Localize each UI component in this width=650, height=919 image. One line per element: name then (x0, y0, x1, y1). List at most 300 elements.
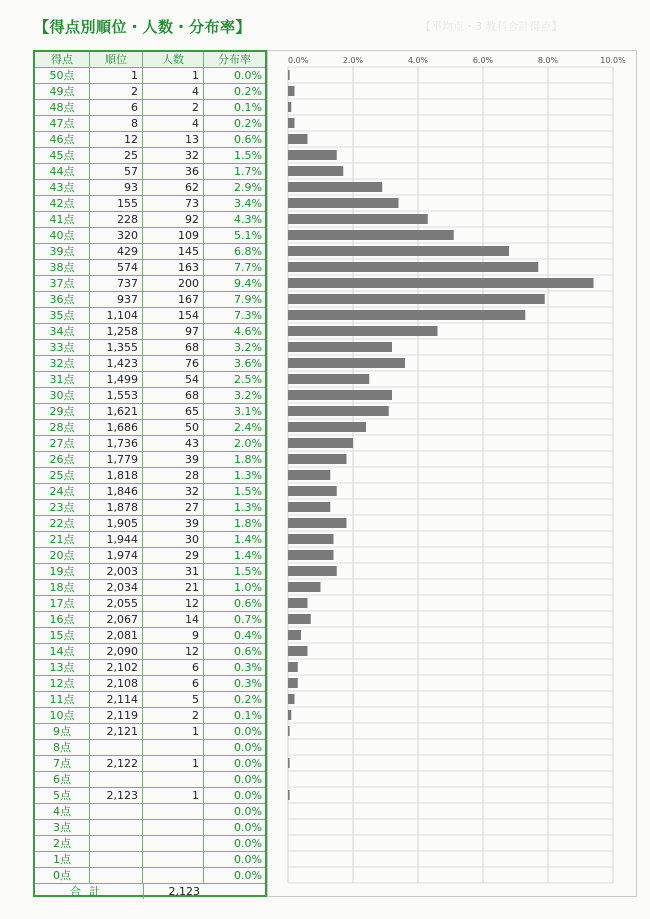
table-row (35, 404, 265, 420)
table-row (35, 228, 265, 244)
score-cell: 15点 (35, 628, 90, 643)
bar-39点 (288, 246, 509, 256)
score-cell: 39点 (35, 244, 90, 259)
rate-cell: 3.4% (234, 197, 262, 210)
rate-cell: 0.3% (234, 661, 262, 674)
count-cell: 62 (143, 180, 204, 195)
score-cell: 18点 (35, 580, 90, 595)
table-row (35, 548, 265, 564)
rate-cell: 9.4% (234, 277, 262, 290)
score-cell: 36点 (35, 292, 90, 307)
score-cell: 23点 (35, 500, 90, 515)
bar-37点 (288, 278, 594, 288)
score-cell: 31点 (35, 372, 90, 387)
x-tick-label: 10.0% (600, 56, 626, 65)
bar-21点 (288, 534, 334, 544)
rank-cell: 155 (90, 196, 143, 211)
count-cell: 2 (143, 708, 204, 723)
score-cell: 22点 (35, 516, 90, 531)
count-cell: 154 (143, 308, 204, 323)
rate-cell: 6.8% (234, 245, 262, 258)
table-row (35, 388, 265, 404)
faint-section-title: 【平均点・3 教科合計得点】 (420, 20, 563, 33)
score-cell: 24点 (35, 484, 90, 499)
table-row (35, 740, 265, 756)
rate-cell: 2.4% (234, 421, 262, 434)
rank-cell: 2,123 (90, 788, 143, 803)
x-tick-label: 0.0% (288, 56, 309, 65)
rate-cell: 2.0% (234, 437, 262, 450)
score-cell: 43点 (35, 180, 90, 195)
score-cell: 25点 (35, 468, 90, 483)
table-row (35, 580, 265, 596)
bar-12点 (288, 678, 298, 688)
score-cell: 21点 (35, 532, 90, 547)
rank-cell: 1,104 (90, 308, 143, 323)
score-cell: 27点 (35, 436, 90, 451)
score-cell: 49点 (35, 84, 90, 99)
bar-34点 (288, 326, 438, 336)
x-tick-label: 8.0% (537, 56, 559, 65)
rate-cell: 0.6% (234, 645, 262, 658)
bar-29点 (288, 406, 389, 416)
rank-cell (90, 804, 143, 819)
table-row (35, 260, 265, 276)
bar-9点 (288, 726, 290, 736)
score-cell: 10点 (35, 708, 90, 723)
count-cell: 27 (143, 500, 204, 515)
rank-cell: 1,944 (90, 532, 143, 547)
bar-42点 (288, 198, 399, 208)
bar-31点 (288, 374, 369, 384)
count-cell: 6 (143, 660, 204, 675)
rate-cell: 0.4% (234, 629, 262, 642)
rate-cell: 0.0% (234, 821, 262, 834)
rank-cell: 8 (90, 116, 143, 131)
table-row (35, 660, 265, 676)
count-cell: 50 (143, 420, 204, 435)
table-row (35, 420, 265, 436)
table-row (35, 148, 265, 164)
table-row (35, 244, 265, 260)
bar-49点 (288, 86, 295, 96)
rate-cell: 0.6% (234, 597, 262, 610)
bar-15点 (288, 630, 301, 640)
rank-cell: 1,736 (90, 436, 143, 451)
rank-cell: 737 (90, 276, 143, 291)
score-cell: 38点 (35, 260, 90, 275)
rank-cell (90, 852, 143, 867)
count-cell: 32 (143, 148, 204, 163)
count-cell: 167 (143, 292, 204, 307)
rank-cell: 1 (90, 68, 143, 83)
rank-cell: 1,878 (90, 500, 143, 515)
rank-cell: 429 (90, 244, 143, 259)
table-row (35, 628, 265, 644)
bar-40点 (288, 230, 454, 240)
table-row (35, 84, 265, 100)
rank-cell: 937 (90, 292, 143, 307)
rate-cell: 2.9% (234, 181, 262, 194)
bar-14点 (288, 646, 308, 656)
table-row (35, 196, 265, 212)
rate-cell: 1.4% (234, 549, 262, 562)
bar-27点 (288, 438, 353, 448)
rate-cell: 4.6% (234, 325, 262, 338)
score-cell: 34点 (35, 324, 90, 339)
table-row (35, 132, 265, 148)
rank-cell: 1,779 (90, 452, 143, 467)
score-cell: 8点 (35, 740, 90, 755)
count-cell (143, 804, 204, 819)
count-cell: 39 (143, 516, 204, 531)
x-tick-label: 6.0% (472, 56, 494, 65)
bar-25点 (288, 470, 330, 480)
rate-cell: 0.0% (234, 837, 262, 850)
rate-cell: 3.6% (234, 357, 262, 370)
score-cell: 46点 (35, 132, 90, 147)
table-row (35, 644, 265, 660)
page-title: 【得点別順位・人数・分布率】 (34, 18, 252, 36)
count-cell: 76 (143, 356, 204, 371)
rate-cell: 0.1% (234, 101, 262, 114)
score-cell: 20点 (35, 548, 90, 563)
bar-26点 (288, 454, 347, 464)
bar-32点 (288, 358, 405, 368)
table-row (35, 852, 265, 868)
count-cell: 2 (143, 100, 204, 115)
bar-35点 (288, 310, 525, 320)
table-row (35, 500, 265, 516)
rank-cell: 2,090 (90, 644, 143, 659)
rate-cell: 1.0% (234, 581, 262, 594)
rank-cell (90, 820, 143, 835)
count-cell: 21 (143, 580, 204, 595)
score-cell: 45点 (35, 148, 90, 163)
table-row (35, 68, 265, 84)
table-row (35, 772, 265, 788)
bar-47点 (288, 118, 295, 128)
rate-cell: 3.1% (234, 405, 262, 418)
table-row (35, 756, 265, 772)
table-row (35, 836, 265, 852)
rank-cell: 1,905 (90, 516, 143, 531)
score-cell: 1点 (35, 852, 90, 867)
score-cell: 41点 (35, 212, 90, 227)
rank-cell: 2,067 (90, 612, 143, 627)
table-row (35, 820, 265, 836)
bar-33点 (288, 342, 392, 352)
x-tick-label: 2.0% (342, 56, 364, 65)
score-cell: 0点 (35, 868, 90, 883)
bar-11点 (288, 694, 295, 704)
rate-cell: 1.8% (234, 453, 262, 466)
count-cell: 1 (143, 724, 204, 739)
rank-cell: 57 (90, 164, 143, 179)
bar-48点 (288, 102, 291, 112)
rank-cell (90, 836, 143, 851)
score-cell: 47点 (35, 116, 90, 131)
rank-cell: 1,499 (90, 372, 143, 387)
table-row (35, 708, 265, 724)
rank-cell: 1,686 (90, 420, 143, 435)
rank-cell: 12 (90, 132, 143, 147)
count-cell (143, 868, 204, 883)
rate-cell: 0.0% (234, 789, 262, 802)
rank-cell: 2 (90, 84, 143, 99)
score-cell: 9点 (35, 724, 90, 739)
header-score: 得点 (35, 52, 90, 67)
score-cell: 11点 (35, 692, 90, 707)
table-header-row (35, 52, 265, 68)
score-cell: 48点 (35, 100, 90, 115)
rank-cell: 2,003 (90, 564, 143, 579)
rank-cell: 1,846 (90, 484, 143, 499)
count-cell: 30 (143, 532, 204, 547)
rate-cell: 1.3% (234, 501, 262, 514)
bar-44点 (288, 166, 343, 176)
rate-cell: 0.1% (234, 709, 262, 722)
rate-cell: 0.0% (234, 741, 262, 754)
score-cell: 33点 (35, 340, 90, 355)
count-cell (143, 820, 204, 835)
score-cell: 44点 (35, 164, 90, 179)
table-row (35, 532, 265, 548)
rank-cell: 320 (90, 228, 143, 243)
bar-19点 (288, 566, 337, 576)
rate-cell: 1.3% (234, 469, 262, 482)
bar-18点 (288, 582, 321, 592)
table-row (35, 340, 265, 356)
total-count: 2,123 (143, 884, 204, 899)
rank-cell: 2,055 (90, 596, 143, 611)
table-row (35, 692, 265, 708)
rank-cell: 2,034 (90, 580, 143, 595)
table-row (35, 612, 265, 628)
rate-cell: 3.2% (234, 341, 262, 354)
rank-cell: 2,121 (90, 724, 143, 739)
table-row (35, 372, 265, 388)
rank-cell: 2,081 (90, 628, 143, 643)
rank-cell: 574 (90, 260, 143, 275)
count-cell: 29 (143, 548, 204, 563)
table-row (35, 116, 265, 132)
table-row (35, 212, 265, 228)
bar-23点 (288, 502, 330, 512)
table-row (35, 308, 265, 324)
count-cell (143, 740, 204, 755)
score-cell: 3点 (35, 820, 90, 835)
rate-cell: 1.4% (234, 533, 262, 546)
rank-cell: 6 (90, 100, 143, 115)
bar-45点 (288, 150, 337, 160)
score-cell: 37点 (35, 276, 90, 291)
rate-cell: 1.7% (234, 165, 262, 178)
bar-43点 (288, 182, 382, 192)
x-tick-label: 4.0% (407, 56, 429, 65)
rank-cell: 25 (90, 148, 143, 163)
rate-cell: 1.5% (234, 565, 262, 578)
count-cell: 4 (143, 84, 204, 99)
distribution-bar-chart (267, 50, 637, 897)
count-cell: 5 (143, 692, 204, 707)
table-row (35, 356, 265, 372)
rate-cell: 0.6% (234, 133, 262, 146)
rank-cell: 2,114 (90, 692, 143, 707)
rate-cell: 0.0% (234, 773, 262, 786)
rate-cell: 0.0% (234, 757, 262, 770)
rate-cell: 3.2% (234, 389, 262, 402)
table-row (35, 180, 265, 196)
rank-cell: 93 (90, 180, 143, 195)
count-cell: 9 (143, 628, 204, 643)
count-cell (143, 852, 204, 867)
score-cell: 16点 (35, 612, 90, 627)
rate-cell: 0.7% (234, 613, 262, 626)
rate-cell: 4.3% (234, 213, 262, 226)
total-label: 合計 (70, 885, 108, 898)
count-cell: 97 (143, 324, 204, 339)
rate-cell: 0.0% (234, 69, 262, 82)
score-cell: 40点 (35, 228, 90, 243)
score-cell: 4点 (35, 804, 90, 819)
score-cell: 12点 (35, 676, 90, 691)
table-row (35, 292, 265, 308)
table-row (35, 868, 265, 884)
rank-cell: 1,974 (90, 548, 143, 563)
header-rate: 分布率 (218, 53, 251, 66)
count-cell: 12 (143, 644, 204, 659)
bar-16点 (288, 614, 311, 624)
count-cell: 54 (143, 372, 204, 387)
bar-38点 (288, 262, 538, 272)
count-cell: 14 (143, 612, 204, 627)
rank-cell: 1,818 (90, 468, 143, 483)
bar-17点 (288, 598, 308, 608)
rate-cell: 5.1% (234, 229, 262, 242)
score-cell: 5点 (35, 788, 90, 803)
bar-41点 (288, 214, 428, 224)
score-cell: 6点 (35, 772, 90, 787)
table-row (35, 724, 265, 740)
table-row (35, 676, 265, 692)
count-cell: 68 (143, 388, 204, 403)
rank-cell: 1,423 (90, 356, 143, 371)
rate-cell: 1.5% (234, 149, 262, 162)
rank-cell: 2,122 (90, 756, 143, 771)
count-cell: 12 (143, 596, 204, 611)
header-rank: 順位 (90, 52, 143, 67)
score-cell: 35点 (35, 308, 90, 323)
count-cell: 92 (143, 212, 204, 227)
header-count: 人数 (143, 52, 204, 67)
score-cell: 17点 (35, 596, 90, 611)
count-cell: 1 (143, 68, 204, 83)
rate-cell: 0.0% (234, 725, 262, 738)
table-row (35, 164, 265, 180)
bar-10点 (288, 710, 291, 720)
score-cell: 42点 (35, 196, 90, 211)
rate-cell: 7.9% (234, 293, 262, 306)
table-row (35, 324, 265, 340)
rank-cell: 228 (90, 212, 143, 227)
rate-cell: 7.7% (234, 261, 262, 274)
rate-cell: 0.0% (234, 805, 262, 818)
bar-7点 (288, 758, 290, 768)
rank-cell (90, 740, 143, 755)
bar-24点 (288, 486, 337, 496)
count-cell: 1 (143, 788, 204, 803)
score-cell: 32点 (35, 356, 90, 371)
count-cell: 68 (143, 340, 204, 355)
score-cell: 13点 (35, 660, 90, 675)
score-cell: 7点 (35, 756, 90, 771)
table-row (35, 564, 265, 580)
rank-cell (90, 772, 143, 787)
count-cell: 36 (143, 164, 204, 179)
count-cell: 28 (143, 468, 204, 483)
rank-cell: 2,108 (90, 676, 143, 691)
bar-5点 (288, 790, 290, 800)
bar-36点 (288, 294, 545, 304)
count-cell: 163 (143, 260, 204, 275)
count-cell: 65 (143, 404, 204, 419)
rank-cell: 1,553 (90, 388, 143, 403)
table-row (35, 516, 265, 532)
table-row (35, 596, 265, 612)
rate-cell: 0.2% (234, 117, 262, 130)
score-cell: 2点 (35, 836, 90, 851)
count-cell: 109 (143, 228, 204, 243)
bar-28点 (288, 422, 366, 432)
rank-cell: 2,119 (90, 708, 143, 723)
count-cell: 73 (143, 196, 204, 211)
bar-46点 (288, 134, 308, 144)
table-row (35, 804, 265, 820)
rate-cell: 0.0% (234, 853, 262, 866)
score-cell: 30点 (35, 388, 90, 403)
rate-cell: 2.5% (234, 373, 262, 386)
rank-cell: 1,355 (90, 340, 143, 355)
score-cell: 26点 (35, 452, 90, 467)
bar-50点 (288, 70, 290, 80)
rate-cell: 0.0% (234, 869, 262, 882)
table-row (35, 468, 265, 484)
table-row (35, 276, 265, 292)
score-cell: 28点 (35, 420, 90, 435)
count-cell: 1 (143, 756, 204, 771)
chart-canvas (268, 51, 636, 896)
table-row (35, 484, 265, 500)
score-cell: 19点 (35, 564, 90, 579)
count-cell: 43 (143, 436, 204, 451)
count-cell: 39 (143, 452, 204, 467)
table-row (35, 100, 265, 116)
score-cell: 14点 (35, 644, 90, 659)
count-cell: 32 (143, 484, 204, 499)
bar-20点 (288, 550, 334, 560)
bar-13点 (288, 662, 298, 672)
rate-cell: 1.5% (234, 485, 262, 498)
rank-cell (90, 868, 143, 883)
rate-cell: 7.3% (234, 309, 262, 322)
score-distribution-table (33, 50, 267, 897)
bar-22点 (288, 518, 347, 528)
score-cell: 50点 (35, 68, 90, 83)
count-cell: 31 (143, 564, 204, 579)
count-cell: 145 (143, 244, 204, 259)
rate-cell: 1.8% (234, 517, 262, 530)
